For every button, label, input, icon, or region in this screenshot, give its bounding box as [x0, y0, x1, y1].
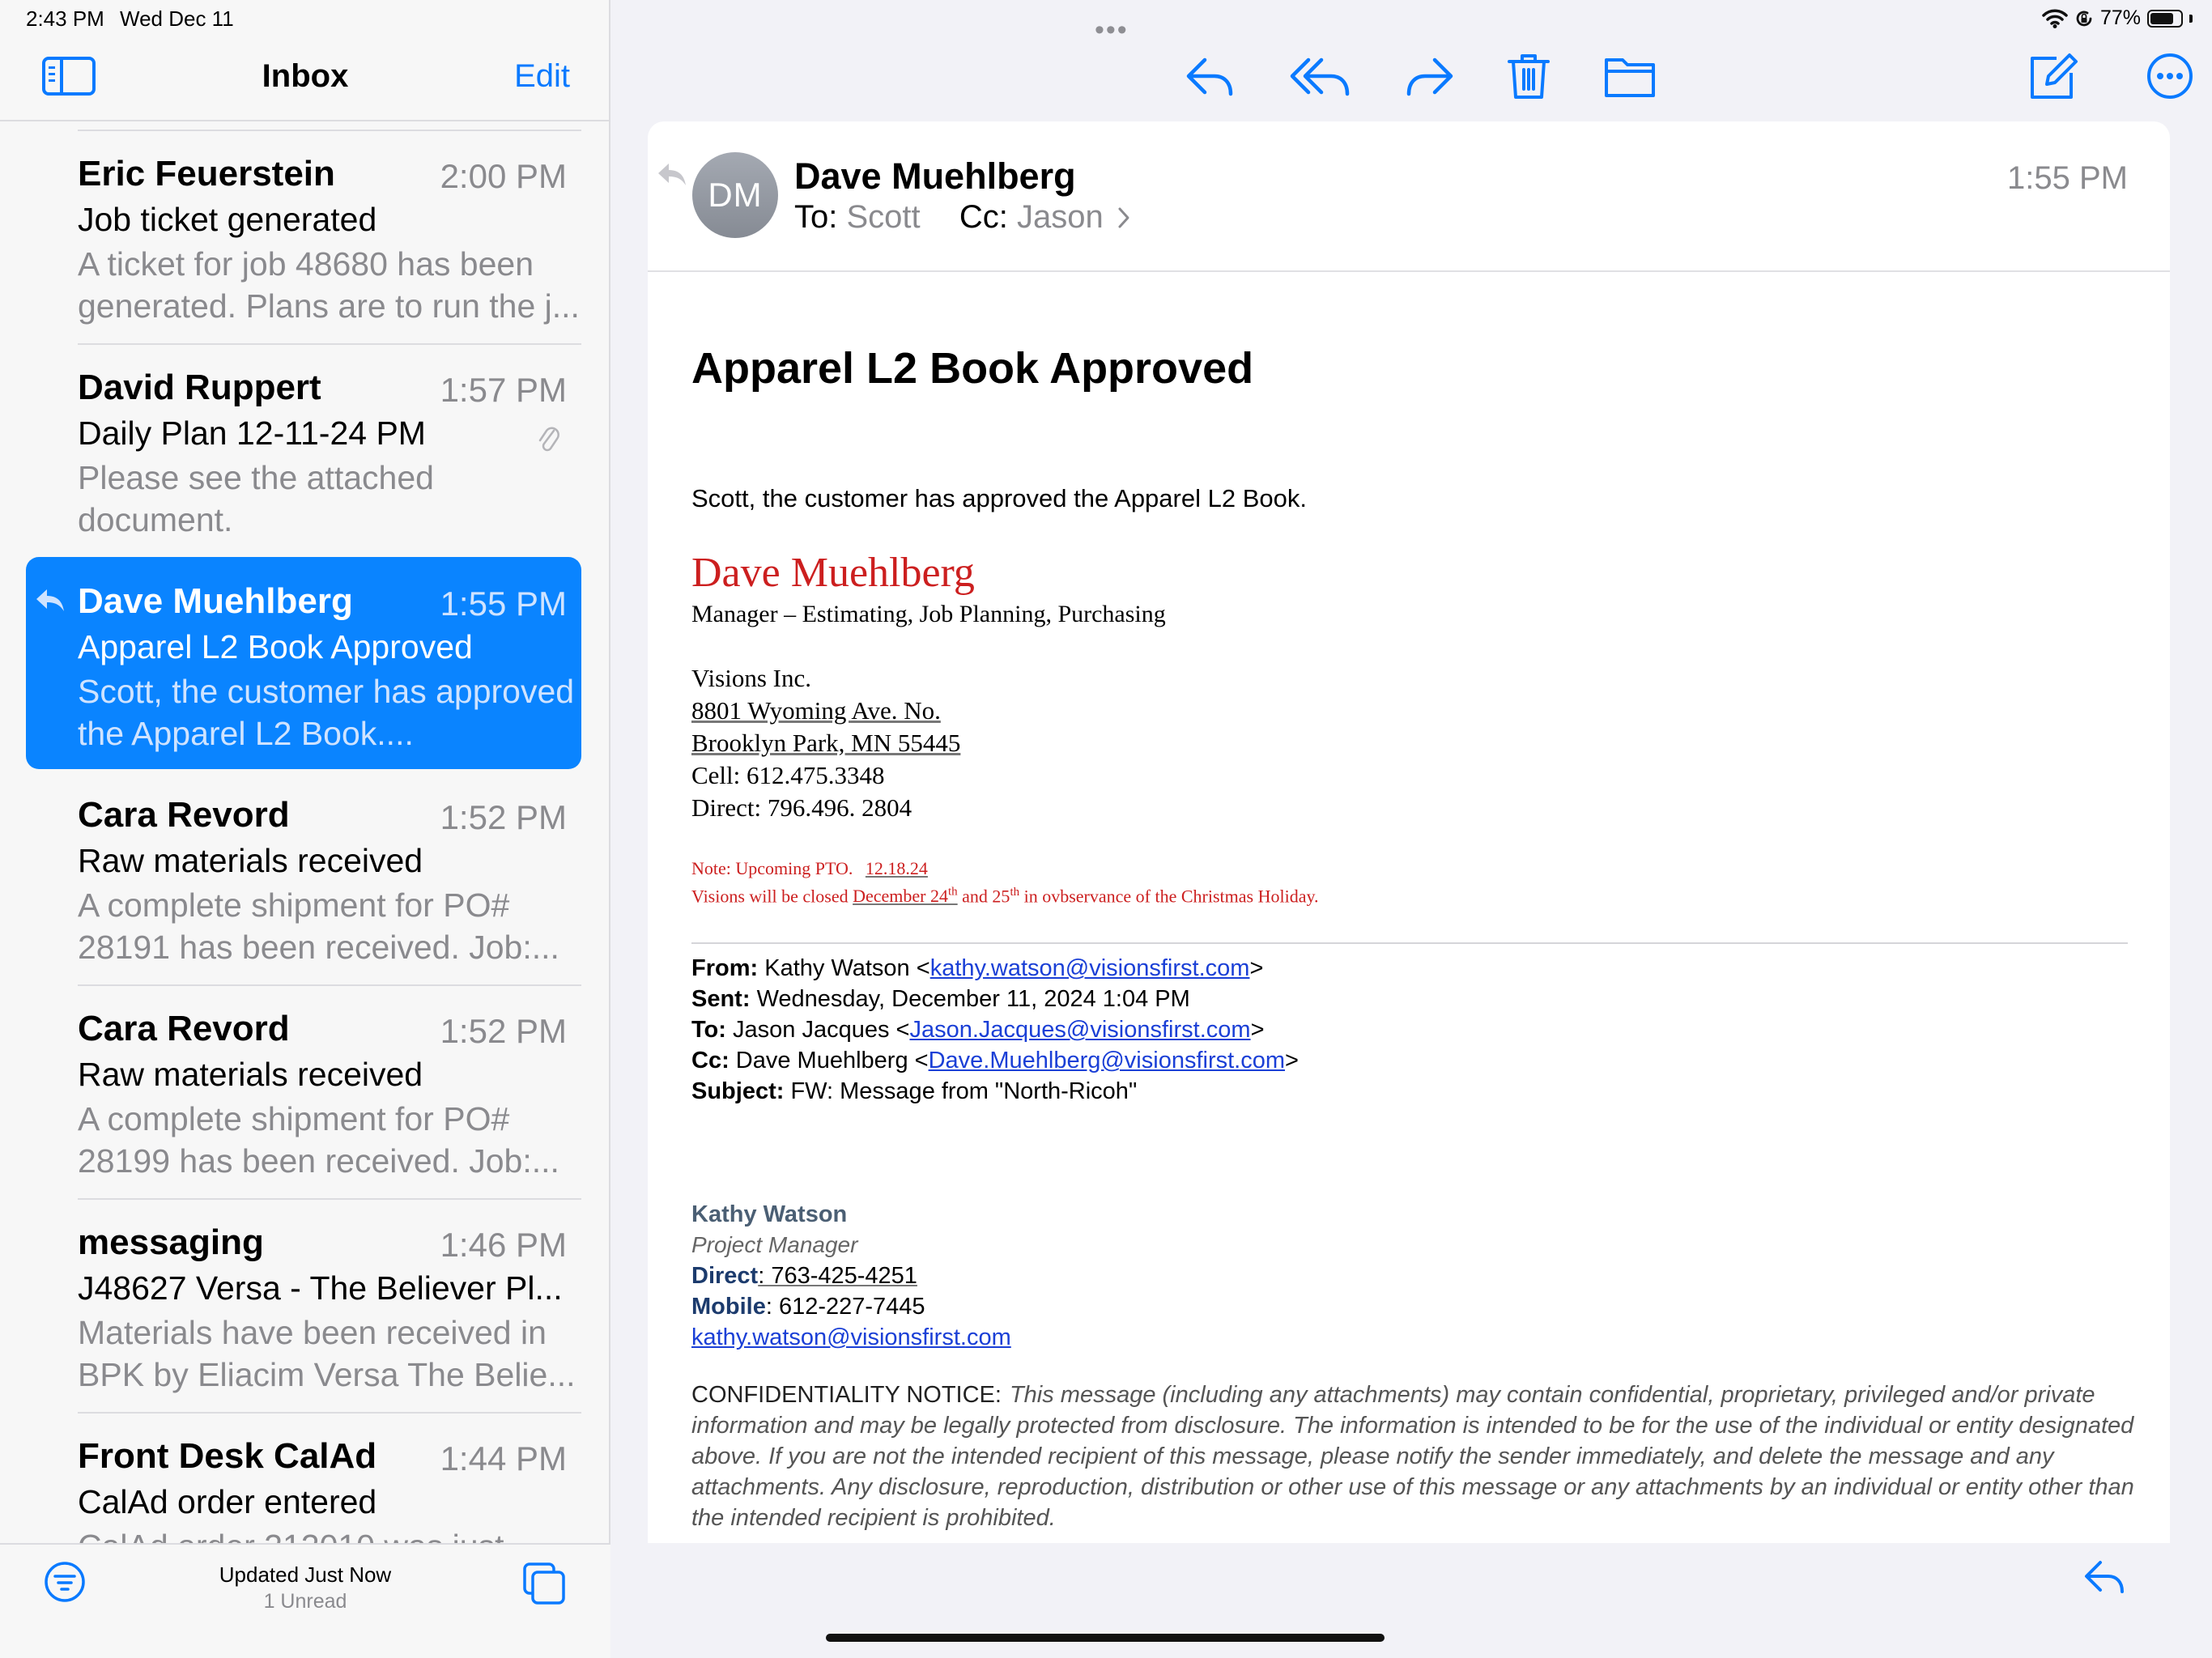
message-sender: David Ruppert: [78, 368, 321, 407]
message-preview: A complete shipment for PO# 28199 has been received. Job:...: [78, 1100, 559, 1180]
cc-label: Cc:: [959, 199, 1008, 235]
kathy-direct: [691, 1263, 917, 1290]
holiday-date-suffix: th: [948, 886, 958, 899]
signature-title: Manager – Estimating, Job Planning, Purchasing: [691, 601, 1166, 627]
message-time: 1:52 PM: [440, 1012, 567, 1050]
holiday-note: [691, 886, 1319, 907]
message-time: 1:55 PM: [440, 585, 567, 623]
signature-address-line1[interactable]: 8801 Wyoming Ave. No.: [691, 696, 941, 725]
message-subject: J48627 Versa - The Believer Pl...: [78, 1269, 563, 1307]
subject-label: Subject:: [691, 1078, 785, 1104]
signature-company: Visions Inc.: [691, 664, 811, 692]
status-date: Wed Dec 11: [120, 6, 234, 31]
direct-label: Direct: [691, 1263, 759, 1289]
replied-indicator-icon: [34, 586, 66, 614]
message-row-selected[interactable]: [26, 557, 581, 769]
chevron-right-icon[interactable]: [1117, 206, 1130, 229]
folder-icon[interactable]: [1603, 52, 1658, 100]
battery-cap: [2189, 15, 2193, 23]
home-indicator[interactable]: [826, 1634, 1385, 1642]
message-time: 2:00 PM: [440, 157, 567, 195]
message-row[interactable]: [26, 984, 581, 1197]
message-preview: Please see the attached document.: [78, 459, 434, 538]
to-label: To:: [691, 1017, 726, 1043]
sender-avatar[interactable]: DM: [692, 152, 778, 238]
cc-name: Dave Muehlberg <: [735, 1048, 929, 1073]
row-divider: [78, 984, 581, 986]
message-sender: Eric Feuerstein: [78, 154, 335, 193]
row-divider: [78, 1412, 581, 1414]
signature-direct: Direct: 796.496. 2804: [691, 793, 912, 822]
from-close: >: [1249, 955, 1264, 981]
to-label: To:: [794, 199, 838, 235]
message-list: [0, 123, 610, 1545]
message-subject: Raw materials received: [78, 1056, 423, 1093]
sidebar-header: [0, 32, 610, 121]
forward-from: [691, 955, 1263, 982]
message-row[interactable]: [26, 771, 581, 983]
to-email-link[interactable]: Jason.Jacques@visionsfirst.com: [909, 1017, 1251, 1043]
message-preview: A ticket for job 48680 has been generated. Plans are to run the j...: [78, 245, 580, 325]
sidebar-footer: [0, 1543, 610, 1658]
status-indicators: [2042, 6, 2193, 30]
screen-lock-icon: [2074, 9, 2094, 28]
message-time: 1:57 PM: [440, 371, 567, 409]
message-sender[interactable]: Dave Muehlberg: [794, 155, 1076, 197]
battery-percent: 77%: [2099, 6, 2141, 29]
kathy-signature-name: Kathy Watson: [691, 1201, 848, 1227]
from-email-link[interactable]: kathy.watson@visionsfirst.com: [929, 955, 1250, 981]
holiday-date2-suffix: th: [1010, 886, 1020, 899]
row-divider: [78, 130, 581, 131]
reply-all-icon[interactable]: [1289, 52, 1352, 100]
message-subject: Job ticket generated: [78, 201, 377, 238]
holiday-prefix: Visions will be closed: [691, 886, 849, 907]
signature-name: Dave Muehlberg: [691, 550, 975, 596]
message-recipients[interactable]: [794, 199, 1130, 236]
pto-note-date[interactable]: 12.18.24: [865, 858, 928, 878]
message-sender: Dave Muehlberg: [78, 581, 353, 621]
sent-value: Wednesday, December 11, 2024 1:04 PM: [756, 986, 1190, 1012]
from-name: Kathy Watson <: [764, 955, 930, 981]
wifi-icon: [2042, 9, 2068, 28]
mobile-phone[interactable]: : 612-227-7445: [765, 1294, 925, 1320]
message-subject: Apparel L2 Book Approved: [78, 628, 473, 665]
replied-indicator-icon: [656, 160, 688, 188]
header-divider: [648, 270, 2170, 272]
forward-divider: [691, 942, 2128, 944]
message-subject: Daily Plan 12-11-24 PM: [78, 414, 426, 452]
cc-label: Cc:: [691, 1048, 730, 1073]
message-preview: Scott, the customer has approved the Apparel L2 Book....: [78, 673, 575, 752]
trash-icon[interactable]: [1506, 52, 1551, 100]
holiday-suffix: in ovbservance of the Christmas Holiday.: [1023, 886, 1319, 907]
kathy-mobile: [691, 1294, 925, 1320]
forward-subject: [691, 1078, 1137, 1105]
to-recipient[interactable]: Scott: [846, 199, 921, 235]
compose-icon[interactable]: [2027, 52, 2079, 100]
message-sender: Front Desk CalAd: [78, 1436, 377, 1476]
message-sender: messaging: [78, 1222, 264, 1262]
forward-cc: [691, 1048, 1299, 1074]
forward-to: [691, 1017, 1265, 1044]
message-body: Scott, the customer has approved the Apparel L2 Book.: [691, 484, 1307, 512]
message-time: 1:55 PM: [2007, 160, 2128, 196]
unread-count: 1 Unread: [263, 1590, 347, 1613]
pto-note-label: Note: Upcoming PTO.: [691, 858, 853, 878]
message-preview: A complete shipment for PO# 28191 has been received. Job:...: [78, 886, 559, 966]
cc-email-link[interactable]: Dave.Muehlberg@visionsfirst.com: [928, 1048, 1286, 1073]
row-divider: [78, 343, 581, 345]
message-row[interactable]: [26, 1198, 581, 1410]
kathy-signature-title: Project Manager: [691, 1232, 858, 1257]
holiday-date-text: December 24: [853, 886, 948, 907]
message-row[interactable]: [26, 343, 581, 555]
pto-note: [691, 858, 928, 879]
message-sender: Cara Revord: [78, 1009, 290, 1048]
message-time: 1:52 PM: [440, 798, 567, 836]
message-subject: Apparel L2 Book Approved: [691, 344, 1254, 393]
signature-address-line2[interactable]: Brooklyn Park, MN 55445: [691, 729, 961, 757]
kathy-email-link[interactable]: kathy.watson@visionsfirst.com: [691, 1324, 1011, 1350]
message-preview: Materials have been received in BPK by Eliacim Versa The Belie...: [78, 1314, 576, 1393]
forward-sent: [691, 986, 1190, 1013]
message-row[interactable]: [26, 130, 581, 342]
sent-label: Sent:: [691, 986, 751, 1012]
cc-recipient[interactable]: Jason: [1017, 199, 1104, 235]
holiday-date[interactable]: [853, 886, 958, 906]
inbox-title: Inbox: [262, 58, 349, 94]
from-label: From:: [691, 955, 759, 981]
message-sender: Cara Revord: [78, 795, 290, 835]
signature-cell: Cell: 612.475.3348: [691, 761, 885, 789]
holiday-and: and 25: [962, 886, 1010, 907]
to-name: Jason Jacques <: [733, 1017, 910, 1043]
more-icon[interactable]: [2144, 52, 2196, 100]
confidentiality-lead: CONFIDENTIALITY NOTICE:: [691, 1382, 1002, 1408]
to-close: >: [1250, 1017, 1265, 1043]
cc-close: >: [1285, 1048, 1299, 1073]
message-time: 1:46 PM: [440, 1226, 567, 1264]
mobile-label: Mobile: [691, 1294, 766, 1320]
message-subject: CalAd order entered: [78, 1483, 377, 1520]
subject-value: FW: Message from "North-Ricoh": [790, 1078, 1138, 1104]
quick-reply-icon[interactable]: [2082, 1558, 2126, 1595]
window-more-handle[interactable]: •••: [1095, 15, 1129, 45]
mailbox-sidebar: [0, 0, 610, 1658]
edit-button[interactable]: Edit: [514, 58, 570, 94]
update-status: Updated Just Now: [219, 1562, 392, 1587]
message-subject: Raw materials received: [78, 842, 423, 879]
confidentiality-notice: [691, 1380, 2141, 1533]
message-time: 1:44 PM: [440, 1439, 567, 1477]
mailbox-stack-icon[interactable]: [521, 1561, 567, 1606]
status-time: 2:43 PM: [26, 6, 104, 31]
battery-icon: [2147, 10, 2183, 28]
forward-icon[interactable]: [1404, 52, 1456, 100]
row-divider: [78, 1198, 581, 1200]
direct-phone[interactable]: : 763-425-4251: [758, 1263, 917, 1289]
reply-icon[interactable]: [1184, 52, 1236, 100]
confidentiality-text: This message (including any attachments) may contain confidential, proprietary, privileged and/or private information and may be legally protected from disclosure. The information is intended to be for the use of the individual or entity designated above. If you are not the intended recipient of this message, please notify the sender immediately, and delete the message and any attachments. Any disclosure, reproduction, distribution or other use of this message or any attachments by an individual or entity other than the intended recipient is prohibited.: [691, 1382, 2134, 1531]
